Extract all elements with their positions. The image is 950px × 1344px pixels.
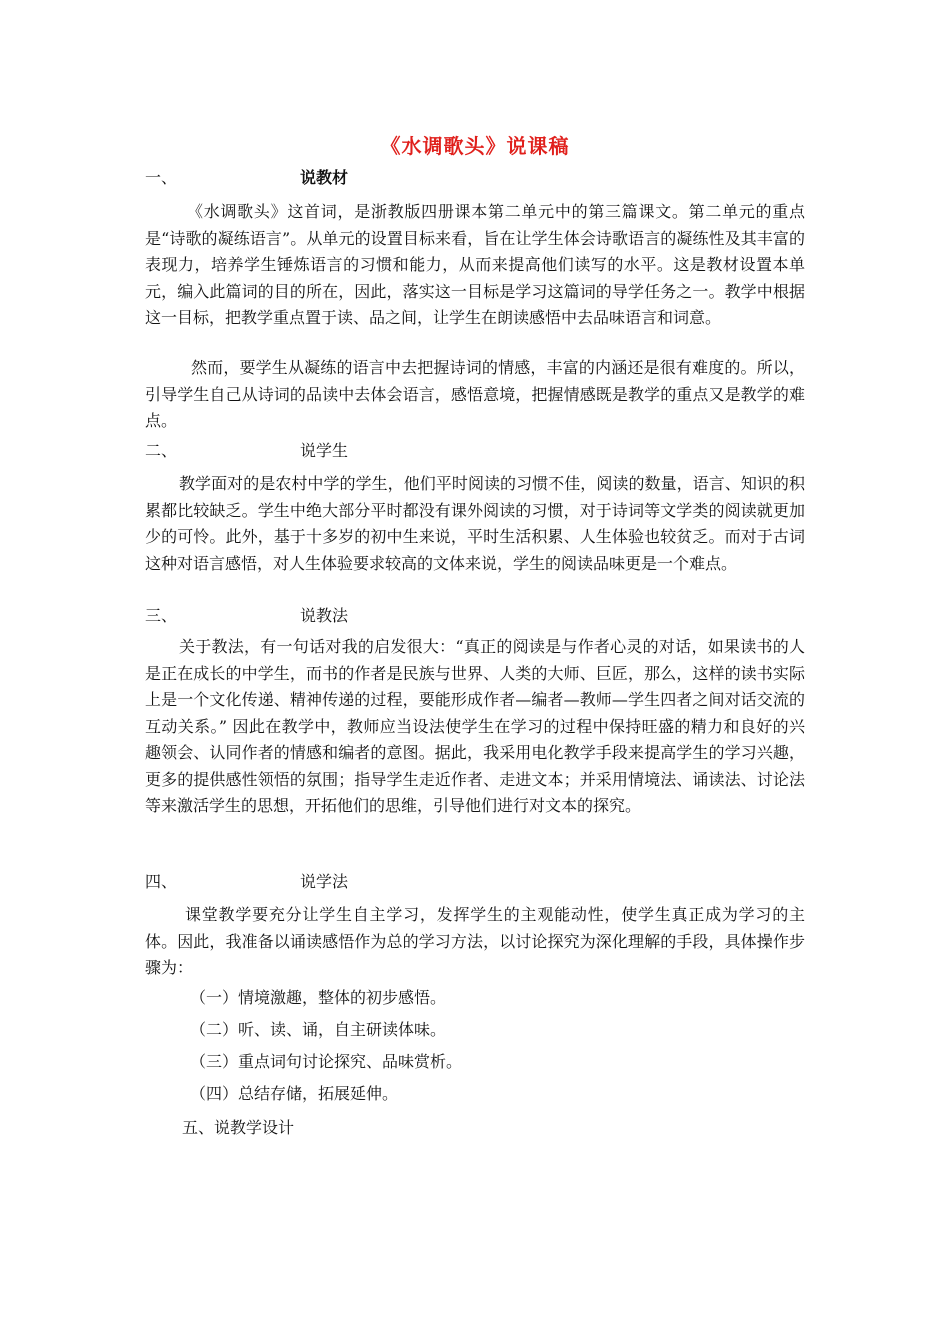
section-title: 说教材 [300, 168, 349, 187]
step-item: （一）情境激趣，整体的初步感悟。 [190, 988, 447, 1007]
section-heading-2 [145, 439, 348, 463]
section-heading-4 [145, 870, 348, 894]
document-title: 《水调歌头》说课稿 [380, 134, 570, 158]
step-item: （二）听、读、诵，自主研读体味。 [190, 1020, 447, 1039]
section-number: 一、 [145, 168, 178, 187]
section-title: 说学生 [300, 441, 349, 460]
section-number: 三、 [145, 606, 178, 625]
paragraph: 关于教法，有一句话对我的启发很大：“真正的阅读是与作者心灵的对话，如果读书的人是正在成长的中学生，而书的作者是民族与世界、人类的大师、巨匠，那么，这样的读书实际上是一个文化传递、精神传递的过程，要能形成作者—编者—教师—学生四者之间对话交流的互动关系。” 因此在教学中，教师应当设法使学生在学习的过程中保持旺盛的精力和良好的兴趣领会、认同作者的情感和编者的意图。据此，我采用电化教学手段来提高学生的学习兴趣，更多的提供感性领悟的氛围；指导学生走近作者、走进文本；并采用情境法、诵读法、讨论法等来激活学生的思想，开拓他们的思维，引导他们进行对文本的探究。 [145, 637, 805, 815]
paragraph: 《水调歌头》这首词，是浙教版四册课本第二单元中的第三篇课文。第二单元的重点是“诗歌的凝练语言”。从单元的设置目标来看，旨在让学生体会诗歌语言的凝练性及其丰富的表现力，培养学生锤炼语言的习惯和能力，从而来提高他们读写的水平。这是教材设置本单元，编入此篇词的目的所在，因此，落实这一目标是学习这篇词的导学任务之一。教学中根据这一目标，把教学重点置于读、品之间，让学生在朗读感悟中去品味语言和词意。 [145, 202, 805, 327]
section-heading-1 [145, 166, 348, 190]
section-title: 说教法 [300, 606, 349, 625]
section-number: 二、 [145, 441, 178, 460]
section-number: 四、 [145, 872, 178, 891]
paragraph: 然而，要学生从凝练的语言中去把握诗词的情感，丰富的内涵还是很有难度的。所以，引导学生自己从诗词的品读中去体会语言，感悟意境，把握情感既是教学的重点又是教学的难点。 [145, 358, 805, 430]
paragraph: 课堂教学要充分让学生自主学习，发挥学生的主观能动性，使学生真正成为学习的主体。因此，我准备以诵读感悟作为总的学习方法，以讨论探究为深化理解的手段，具体操作步骤为： [145, 905, 805, 977]
section-title: 说学法 [300, 872, 349, 891]
step-item: （三）重点词句讨论探究、品味赏析。 [190, 1052, 463, 1071]
section-heading-5: 五、说教学设计 [182, 1118, 295, 1137]
paragraph: 教学面对的是农村中学的学生，他们平时阅读的习惯不佳，阅读的数量，语言、知识的积累都比较缺乏。学生中绝大部分平时都没有课外阅读的习惯，对于诗词等文学类的阅读就更加少的可怜。此外，基于十多岁的初中生来说，平时生活积累、人生体验也较贫乏。而对于古词这种对语言感悟，对人生体验要求较高的文体来说，学生的阅读品味更是一个难点。 [145, 474, 805, 573]
step-item: （四）总结存储，拓展延伸。 [190, 1084, 399, 1103]
section-heading-3 [145, 604, 348, 628]
